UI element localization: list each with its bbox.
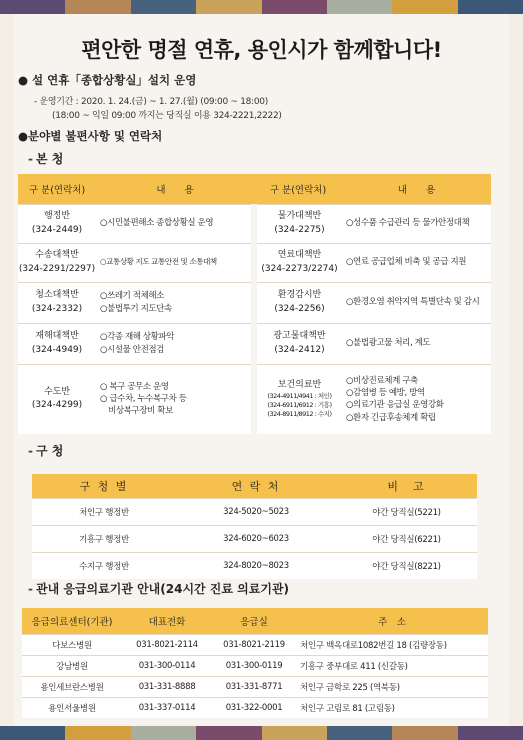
header-category-2: 구 분(연락처) — [254, 174, 342, 204]
category-cell: 청소대책반 (324-2332) — [18, 282, 96, 323]
content-cell: ○불법광고물 처리, 계도 — [342, 323, 491, 364]
content-cell: ○각종 재해 상황파악 ○시설물 안전점검 — [96, 323, 254, 364]
header-category-1: 구 분(연락처) — [18, 174, 96, 204]
category-cell: 광고물대책반 (324-2412) — [254, 323, 342, 364]
content-cell: ○비상진료체계 구축 ○감염병 등 예방, 방역 ○의료기관 응급실 운영강화 ○환자 긴급후송체계 확립 — [342, 364, 491, 434]
table-row — [18, 204, 491, 243]
situation-room-bullet: ● 설 연휴「종합상황실」설치 운영 — [18, 73, 197, 87]
notice-page — [14, 14, 509, 726]
table-row: 처인구 행정반 324-5020~5023 야간 당직실(5221) — [32, 498, 477, 525]
table-row — [18, 243, 491, 282]
header-er-phone: 응급실 — [212, 608, 296, 634]
category-cell: 물가대책반 (324-2275) — [254, 204, 342, 243]
table-row — [18, 364, 491, 434]
contacts-bullet: ●분야별 불편사항 및 연락처 — [18, 129, 163, 143]
header-content-1: 내 용 — [96, 174, 254, 204]
table-row: 용인세브란스병원 031-331-8888 031-331-8771 처인구 금학로 225 (역북동) — [22, 676, 488, 697]
table-header-row — [22, 608, 488, 634]
operation-period: - 운영기간 : 2020. 1. 24.(금) ~ 1. 27.(월) (09:00 ~ 18:00) — [34, 97, 268, 107]
table-row — [18, 282, 491, 323]
content-cell: ○연료 공급업체 비축 및 공급 지원 — [342, 243, 491, 282]
header-main-phone: 대표전화 — [122, 608, 212, 634]
category-cell: 수송대책반 (324-2291/2297) — [18, 243, 96, 282]
content-cell: ○환경오염 취약지역 특별단속 및 감시 — [342, 282, 491, 323]
header-content-2: 내 용 — [342, 174, 491, 204]
header-contact: 연 락 처 — [176, 474, 336, 498]
section-label-gucheong: - 구 청 — [28, 444, 64, 458]
section-label-medical: - 관내 응급의료기관 안내(24시간 진료 의료기관) — [28, 582, 290, 596]
page-title: 편안한 명절 연휴, 용인시가 함께합니다! — [81, 38, 442, 62]
honcheong-table — [18, 174, 491, 434]
table-row: 용인서울병원 031-337-0114 031-322-0001 처인구 고림로 81 (고림동) — [22, 697, 488, 718]
content-cell: ○성수품 수급관리 등 물가안정대책 — [342, 204, 491, 243]
header-remark: 비 고 — [336, 474, 477, 498]
category-cell: 보건의료반 (324-4911/4941 : 처인) (324-6911/6912 : 기흥) (324-8911/8912 : 수지) — [254, 364, 342, 434]
medical-table — [22, 608, 488, 718]
section-label-honcheong: - 본 청 — [28, 152, 64, 166]
table-row: 강남병원 031-300-0114 031-300-0119 기흥구 중부대로 411 (신갈동) — [22, 655, 488, 676]
header-district: 구 청 별 — [32, 474, 176, 498]
category-cell: 환경감시반 (324-2256) — [254, 282, 342, 323]
category-cell: 재해대책반 (324-4949) — [18, 323, 96, 364]
table-row: 기흥구 행정반 324-6020~6023 야간 당직실(6221) — [32, 525, 477, 552]
top-color-stripe — [0, 0, 523, 14]
category-cell: 수도반 (324-4299) — [18, 364, 96, 434]
table-row: 다보스병원 031-8021-2114 031-8021-2119 처인구 백옥대로1082번길 18 (김량장동) — [22, 634, 488, 655]
bullet-dot: ● — [18, 129, 29, 143]
bottom-color-stripe — [0, 726, 523, 740]
category-cell: 연료대책반 (324-2273/2274) — [254, 243, 342, 282]
content-cell: ○시민불편해소 종합상황실 운영 — [96, 204, 254, 243]
content-cell: ○ 복구 공무소 운영 ○ 급수차, 누수복구차 등 비상복구장비 확보 — [96, 364, 254, 434]
header-address: 주 소 — [296, 608, 488, 634]
night-duty-note: (18:00 ~ 익일 09:00 까지는 당직실 이용 324-2221,2222) — [52, 111, 282, 121]
table-row — [18, 323, 491, 364]
table-row: 수지구 행정반 324-8020~8023 야간 당직실(8221) — [32, 552, 477, 579]
bullet-dot: ● — [18, 73, 33, 87]
table-header-row — [18, 174, 491, 204]
category-cell: 행정반 (324-2449) — [18, 204, 96, 243]
gucheong-table — [32, 474, 477, 579]
content-cell: ○교통상황 지도 교통안전 및 소통대책 — [96, 243, 254, 282]
table-header-row — [32, 474, 477, 498]
content-cell: ○쓰레기 적체해소 ○불법투기 지도단속 — [96, 282, 254, 323]
header-hospital: 응급의료센터(기관) — [22, 608, 122, 634]
